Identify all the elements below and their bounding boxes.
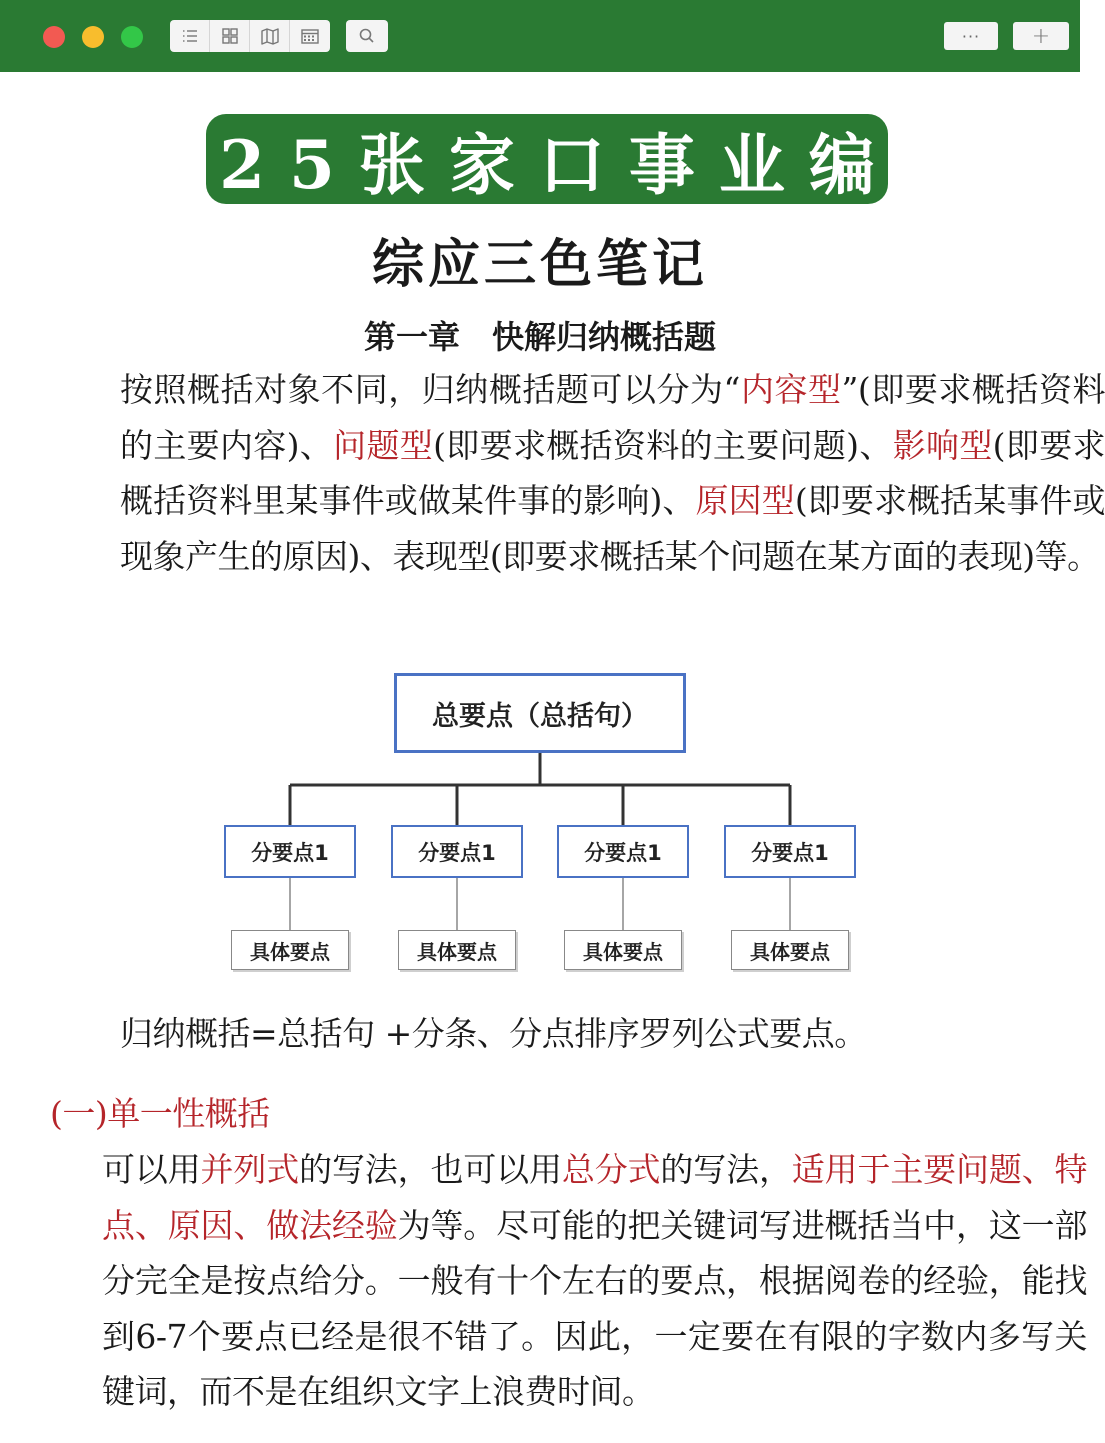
add-button[interactable]: + (1013, 22, 1069, 50)
close-window-button[interactable] (43, 26, 65, 48)
highlight-impact-type: 影响型 (892, 425, 993, 465)
diagram-branch-node: 分要点1 (724, 825, 856, 878)
text: ”(即要求概括资料的主要内容)、 (120, 370, 1105, 465)
title-banner: 25张家口事业编 (206, 114, 888, 204)
diagram-detail-node: 具体要点 (398, 930, 516, 970)
text: 按照概括对象不同，归纳概括题可以分为“ (120, 370, 740, 409)
diagram-branch-node: 分要点1 (391, 825, 523, 878)
paragraph-single-summary (50, 1142, 1087, 1420)
search-icon[interactable] (346, 20, 388, 52)
chapter-heading: 第一章 快解归纳概括题 (363, 318, 716, 356)
subtitle: 综应三色笔记 (371, 234, 708, 295)
view-toggle-group (170, 20, 330, 52)
minimize-window-button[interactable] (82, 26, 104, 48)
diagram-root-node: 总要点（总括句） (394, 673, 686, 753)
highlight-parallel: 并列式 (200, 1150, 300, 1189)
highlight-content-type: 内容型 (739, 370, 842, 409)
map-icon[interactable] (250, 20, 290, 52)
highlight-problem-type: 问题型 (333, 425, 434, 465)
grid-icon[interactable] (210, 20, 250, 52)
text: 的写法，也可以用 (299, 1150, 562, 1189)
text: (即要求概括某事件或现象产生的原因)、表现型(即要求概括某个问题在某方面的表现)等。 (120, 481, 1105, 576)
list-icon[interactable] (170, 20, 210, 52)
calendar-icon[interactable] (290, 20, 330, 52)
maximize-window-button[interactable] (121, 26, 143, 48)
diagram-detail-node: 具体要点 (231, 930, 349, 970)
top-toolbar (0, 0, 1080, 72)
section-heading: (一)单一性概括 (50, 1094, 270, 1133)
text: (即要求概括资料的主要问题)、 (433, 425, 893, 465)
highlight-total-sub: 总分式 (561, 1150, 661, 1189)
diagram-detail-node: 具体要点 (731, 930, 849, 970)
formula-text: 归纳概括=总括句 +分条、分点排序罗列公式要点。 (120, 1014, 867, 1053)
highlight-applicable: 适用于主要问题、特点、原因、做法经验 (102, 1150, 1088, 1245)
diagram-branch-node: 分要点1 (557, 825, 689, 878)
diagram-detail-node: 具体要点 (564, 930, 682, 970)
text: (即要求概括资料里某事件或做某件事的影响)、 (120, 425, 1105, 520)
text: 可以用 (102, 1150, 201, 1189)
highlight-cause-type: 原因型 (695, 481, 795, 520)
paragraph-intro (50, 362, 1105, 584)
text: 为等。尽可能的把关键词写进概括当中，这一部分完全是按点给分。一般有十个左右的要点，根据阅卷的经验，能找到6-7个要点已经是很不错了。因此，一定要在有限的字数内多写关键词，而不是在组织文字上浪费时间。 (102, 1205, 1088, 1411)
text: 的写法， (660, 1150, 792, 1189)
diagram-branch-node: 分要点1 (224, 825, 356, 878)
more-button[interactable]: ··· (944, 22, 998, 50)
structure-diagram (0, 660, 1080, 980)
